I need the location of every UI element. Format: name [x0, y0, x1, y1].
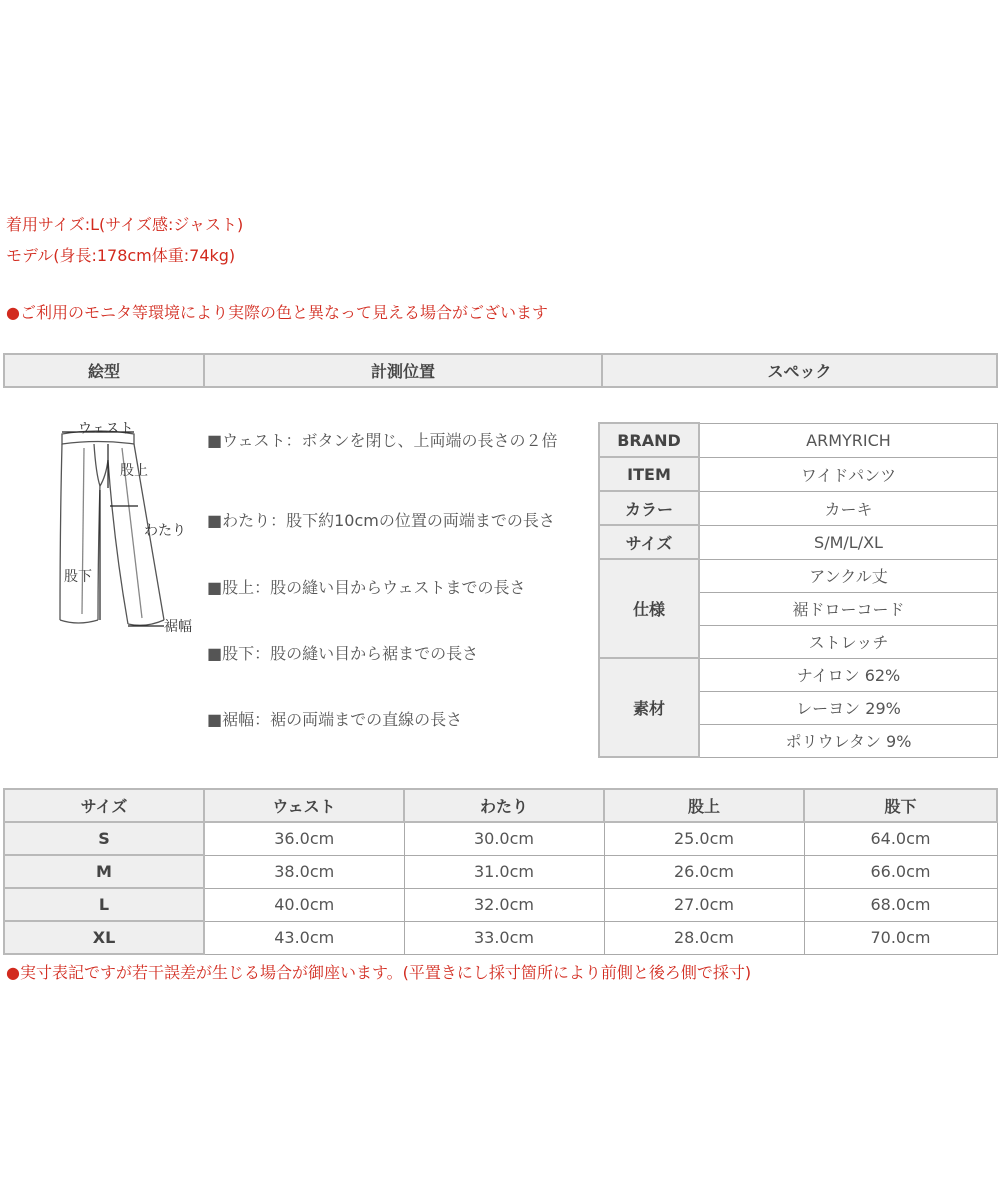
- spec-feature-item: アンクル丈: [699, 559, 998, 592]
- spec-feature-item: ストレッチ: [699, 625, 998, 658]
- spec-size-value: S/M/L/XL: [699, 525, 998, 559]
- size-cell: S: [4, 822, 204, 855]
- table-row: [4, 888, 997, 921]
- diagram-label-hem: 裾幅: [164, 619, 192, 635]
- spec-feature-item: 裾ドローコード: [699, 592, 998, 625]
- note-hem: ■裾幅：裾の両端までの直線の長さ: [207, 710, 463, 729]
- spec-item-value: ワイドパンツ: [699, 457, 998, 491]
- model-size-info: 着用サイズ:L(サイズ感:ジャスト): [6, 215, 244, 234]
- size-cell: 28.0cm: [604, 921, 804, 954]
- size-col-header: サイズ: [4, 789, 204, 822]
- size-cell: M: [4, 855, 204, 888]
- diagram-label-rise: 股上: [120, 463, 148, 479]
- size-cell: 70.0cm: [804, 921, 997, 954]
- size-col-header: 股上: [604, 789, 804, 822]
- size-cell: 40.0cm: [204, 888, 404, 921]
- spec-brand-value: ARMYRICH: [699, 423, 998, 457]
- size-cell: XL: [4, 921, 204, 954]
- size-cell: 43.0cm: [204, 921, 404, 954]
- size-col-header: ウェスト: [204, 789, 404, 822]
- pants-diagram: [48, 414, 208, 644]
- size-col-header: 股下: [804, 789, 997, 822]
- size-cell: 33.0cm: [404, 921, 604, 954]
- size-col-header: わたり: [404, 789, 604, 822]
- size-cell: L: [4, 888, 204, 921]
- note-thigh: ■わたり：股下約10cmの位置の両端までの長さ: [207, 511, 555, 530]
- spec-material-item: ナイロン 62%: [699, 658, 998, 691]
- diagram-label-inseam: 股下: [64, 569, 92, 585]
- size-table: [3, 788, 998, 955]
- header-spec: スペック: [602, 354, 997, 387]
- size-cell: 31.0cm: [404, 855, 604, 888]
- model-body-info: モデル(身長:178cm体重:74kg): [6, 246, 236, 265]
- table-row: [4, 855, 997, 888]
- header-illustration: 絵型: [4, 354, 204, 387]
- size-cell: 26.0cm: [604, 855, 804, 888]
- size-cell: 36.0cm: [204, 822, 404, 855]
- diagram-label-waist: ウェスト: [78, 421, 134, 437]
- spec-size-key: サイズ: [599, 525, 699, 559]
- size-cell: 30.0cm: [404, 822, 604, 855]
- header-measure-position: 計測位置: [204, 354, 602, 387]
- spec-features-key: 仕様: [599, 559, 699, 658]
- size-cell: 66.0cm: [804, 855, 997, 888]
- spec-item-key: ITEM: [599, 457, 699, 491]
- size-cell: 64.0cm: [804, 822, 997, 855]
- spec-table: [598, 422, 998, 758]
- size-cell: 32.0cm: [404, 888, 604, 921]
- spec-material-item: ポリウレタン 9%: [699, 724, 998, 757]
- size-cell: 27.0cm: [604, 888, 804, 921]
- spec-material-item: レーヨン 29%: [699, 691, 998, 724]
- note-rise: ■股上：股の縫い目からウェストまでの長さ: [207, 578, 526, 597]
- size-cell: 38.0cm: [204, 855, 404, 888]
- measurement-notice: ●実寸表記ですが若干誤差が生じる場合が御座います。(平置きにし採寸箇所により前側と後ろ側で採寸): [6, 963, 752, 982]
- table-row: [4, 822, 997, 855]
- spec-brand-key: BRAND: [599, 423, 699, 457]
- note-inseam: ■股下：股の縫い目から裾までの長さ: [207, 644, 479, 663]
- diagram-label-thigh: わたり: [144, 523, 186, 539]
- color-notice: ●ご利用のモニタ等環境により実際の色と異なって見える場合がございます: [6, 303, 548, 322]
- section-header-table: [3, 353, 998, 388]
- size-cell: 25.0cm: [604, 822, 804, 855]
- spec-color-key: カラー: [599, 491, 699, 525]
- spec-color-value: カーキ: [699, 491, 998, 525]
- spec-material-key: 素材: [599, 658, 699, 757]
- table-row: [4, 921, 997, 954]
- size-cell: 68.0cm: [804, 888, 997, 921]
- note-waist: ■ウェスト：ボタンを閉じ、上両端の長さの２倍: [207, 431, 558, 450]
